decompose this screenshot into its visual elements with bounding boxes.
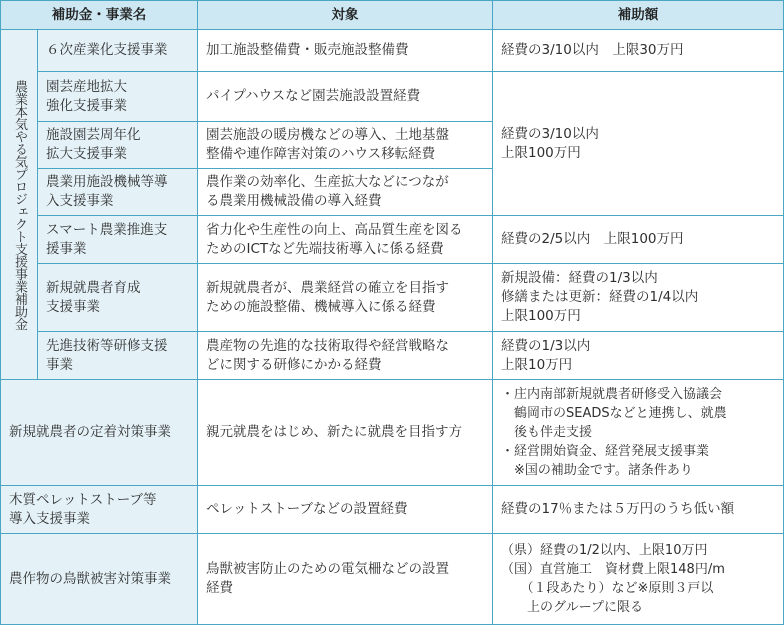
project-target-3: [198, 122, 493, 169]
other-amount-2-line: 経費の17％または５万円のうち低い額: [501, 501, 735, 517]
other-name-2-line2: 導入支援事業: [9, 510, 90, 527]
project-amount-1-line: 経費の3/10以内 上限30万円: [501, 42, 684, 58]
project-name-3-line2: 拡大支援事業: [46, 146, 127, 162]
project-target-5: [198, 216, 493, 264]
project-target-7-line1: 農産物の先進的な技術取得や経営戦略な: [206, 337, 449, 354]
other-amount-1-line1: ・庄内南部新規就農者研修受入協議会: [501, 387, 723, 402]
project-target-2: [198, 72, 493, 122]
other-name-3: [0, 534, 198, 625]
project-target-5-line1: 省力化や生産性の向上、高品質生産を図る: [206, 221, 463, 238]
other-target-3-line2: 経費: [206, 580, 233, 596]
other-name-1-line: 新規就農者の定着対策事業: [9, 424, 171, 440]
other-amount-3: [493, 534, 784, 625]
project-target-7: [198, 332, 493, 380]
project-name-4-line2: 入支援事業: [46, 193, 114, 209]
project-amount-7: [493, 332, 784, 380]
project-name-1: [38, 30, 198, 72]
project-amount-5: [493, 216, 784, 264]
project-target-4-line2: る農業用機械設備の導入経費: [206, 193, 382, 209]
project-target-7-line2: どに関する研修にかかる経費: [206, 356, 382, 373]
other-amount-3-line1: （県）経費の1/2以内、上限10万円: [501, 543, 708, 558]
other-target-3-line1: 鳥獣被害防止のための電気柵などの設置: [206, 561, 449, 577]
project-name-6-line2: 支援事業: [46, 298, 100, 315]
header-name: 補助金・事業名: [0, 0, 198, 30]
project-target-4-line1: 農作業の効率化、生産拡大などにつなが: [206, 174, 449, 190]
other-name-3-line: 農作物の鳥獣被害対策事業: [9, 570, 171, 587]
project-amount-7-line2: 上限10万円: [501, 356, 573, 373]
project-name-2-line2: 強化支援事業: [46, 97, 127, 114]
other-name-2-line1: 木質ペレットストーブ等: [9, 491, 157, 508]
other-target-1-line: 親元就農をはじめ、新たに就農を目指す方: [206, 424, 462, 440]
project-amount-1: [493, 30, 784, 72]
project-name-1-line: ６次産業化支援事業: [46, 42, 168, 58]
project-amount-6: [493, 264, 784, 332]
project-target-1-line: 加工施設整備費・販売施設整備費: [206, 42, 409, 58]
project-amount-2-4: [493, 72, 784, 216]
project-name-6-line1: 新規就農者育成: [46, 279, 141, 296]
other-target-2-line: ペレットストーブなどの設置経費: [206, 501, 408, 517]
project-target-3-line2: 整備や連作障害対策のハウス移転経費: [206, 146, 436, 162]
project-name-3: [38, 122, 198, 169]
project-name-2: [38, 72, 198, 122]
project-name-5: [38, 216, 198, 264]
project-name-2-line1: 園芸産地拡大: [46, 78, 127, 95]
header-target: 対象: [198, 0, 493, 30]
project-name-6: [38, 264, 198, 332]
project-target-6-line2: ための施設整備、機械導入に係る経費: [206, 298, 436, 315]
project-name-7-line2: 事業: [46, 356, 73, 373]
other-name-1: [0, 380, 198, 486]
project-amount-7-line1: 経費の1/3以内: [501, 337, 591, 354]
project-target-3-line1: 園芸施設の暖房機などの導入、土地基盤: [206, 127, 449, 143]
other-amount-3-line3: （１段あたり）など※原則３戸以: [501, 581, 714, 596]
other-amount-1-line4: ・経営開始資金、経営発展支援事業: [501, 444, 710, 459]
project-amount-6-line2: 修繕または更新：経費の1/4以内: [501, 289, 699, 305]
project-name-4-line1: 農業用施設機械等導: [46, 174, 168, 190]
project-name-4: [38, 169, 198, 216]
project-amount-6-line1: 新規設備：経費の1/3以内: [501, 270, 658, 286]
other-target-1: [198, 380, 493, 486]
other-target-2: [198, 486, 493, 534]
other-amount-1-line2: 鶴岡市のSEADSなどと連携し、就農: [501, 406, 727, 421]
project-target-1: [198, 30, 493, 72]
project-name-5-line1: スマート農業推進支: [46, 221, 168, 238]
project-target-6-line1: 新規就農者が、農業経営の確立を目指す: [206, 279, 449, 296]
project-target-6: [198, 264, 493, 332]
project-amount-6-line3: 上限100万円: [501, 308, 581, 324]
project-name-7-line1: 先進技術等研修支援: [46, 337, 168, 354]
project-amount-5-line: 経費の2/5以内 上限100万円: [501, 231, 684, 247]
project-name-5-line2: 援事業: [46, 240, 87, 257]
project-target-4: [198, 169, 493, 216]
project-name-3-line1: 施設園芸周年化: [46, 127, 141, 143]
project-target-2-line: パイプハウスなど園芸施設設置経費: [206, 88, 421, 104]
project-amount-2-line1: 経費の3/10以内: [501, 125, 599, 142]
other-amount-3-line2: （国）直営施工 資材費上限148円/m: [501, 562, 725, 577]
other-name-2: [0, 486, 198, 534]
other-target-3: [198, 534, 493, 625]
group-label: 農業本気やる気プロジェクト支援事業補助金: [0, 30, 38, 380]
header-amount: 補助額: [493, 0, 784, 30]
other-amount-3-line4: 上のグループに限る: [501, 600, 643, 615]
other-amount-2: [493, 486, 784, 534]
other-amount-1: [493, 380, 784, 486]
project-amount-2-line2: 上限100万円: [501, 144, 581, 161]
project-name-7: [38, 332, 198, 380]
other-amount-1-line5: ※国の補助金です。諸条件あり: [501, 463, 693, 478]
project-target-5-line2: ためのICTなど先端技術導入に係る経費: [206, 240, 444, 257]
other-amount-1-line3: 後も伴走支援: [501, 425, 593, 440]
